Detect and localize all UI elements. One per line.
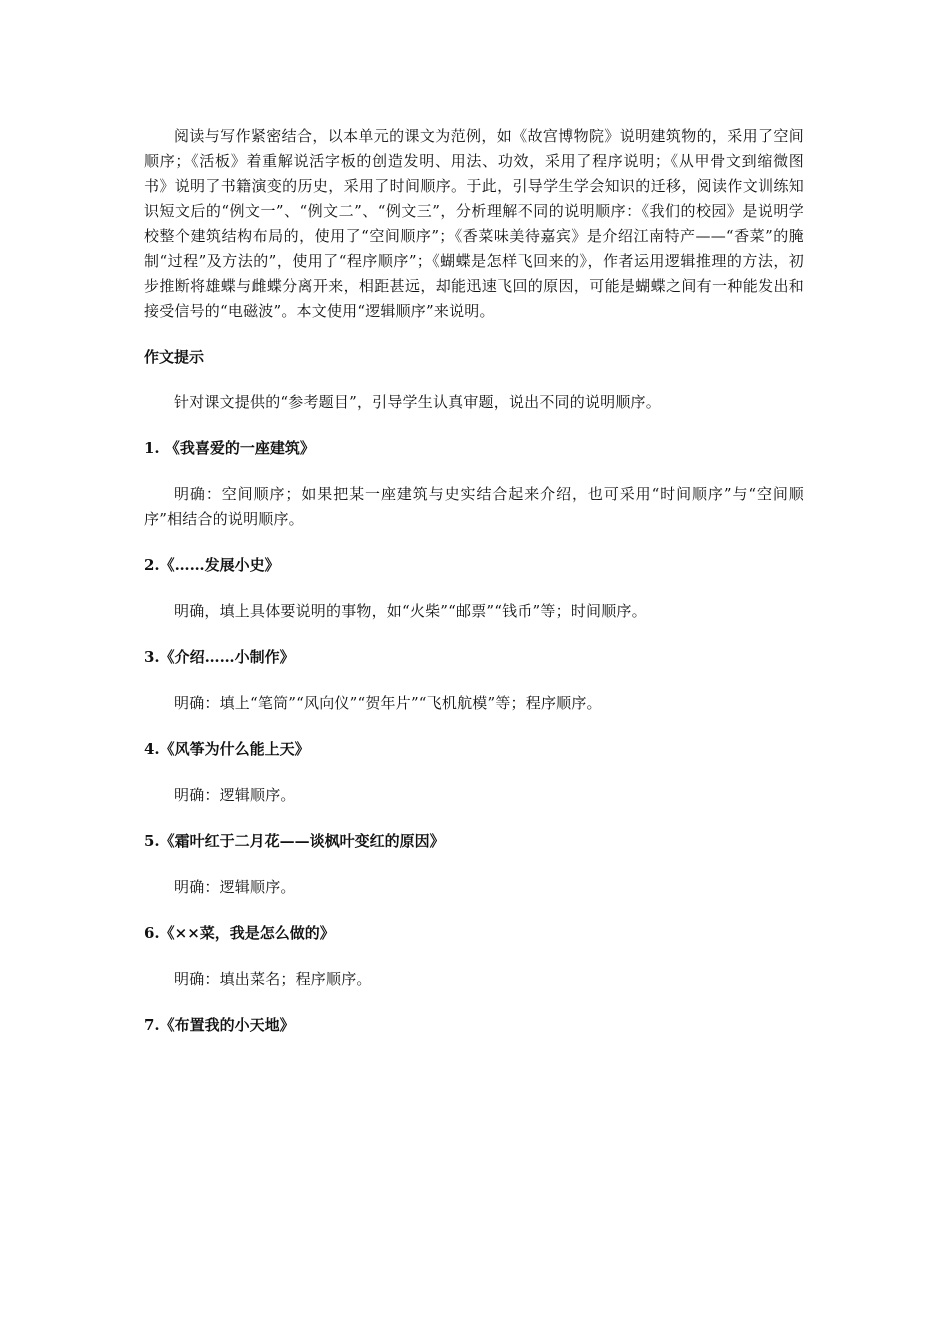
intro-paragraph: 阅读与写作紧密结合，以本单元的课文为范例，如《故宫博物院》说明建筑物的，采用了空间顺序；《活板》着重解说活字板的创造发明、用法、功效，采用了程序说明；《从甲骨文到缩微图书》说明了书籍演变的历史，采用了时间顺序。于此，引导学生学会知识的迁移，阅读作文训练知识短文后的“例文一”、“例文二”、“例文三”，分析理解不同的说明顺序：《我们的校园》是说明学校整个建筑结构布局的，使用了“空间顺序”；《香菜味美待嘉宾》是介绍江南特产——“香菜”的腌制“过程”及方法的”，使用了“程序顺序”；《蝴蝶是怎样飞回来的》，作者运用逻辑推理的方法，初步推断将雄蝶与雌蝶分离开来，相距甚远，却能迅速飞回的原因，可能是蝴蝶之间有一种能发出和接受信号的“电磁波”。本文使用“逻辑顺序”来说明。 xyxy=(144,127,804,320)
section-title: 作文提示 xyxy=(144,348,205,366)
item-note-1: 明确：空间顺序；如果把某一座建筑与史实结合起来介绍，也可采用“时间顺序”与“空间顺序”相结合的说明顺序。 xyxy=(144,485,804,528)
item-note-3: 明确：填上“笔筒”“风向仪”“贺年片”“飞机航模”等；程序顺序。 xyxy=(174,694,602,712)
item-title-7: 7.《布置我的小天地》 xyxy=(144,1016,295,1034)
item-title-1: 1. 《我喜爱的一座建筑》 xyxy=(144,439,315,457)
item-note-2: 明确，填上具体要说明的事物，如“火柴”“邮票”“钱币”等；时间顺序。 xyxy=(174,602,647,620)
item-note-4: 明确：逻辑顺序。 xyxy=(174,786,296,804)
item-title-4: 4.《风筝为什么能上天》 xyxy=(144,740,310,758)
item-note-5: 明确：逻辑顺序。 xyxy=(174,878,296,896)
document-body xyxy=(144,124,804,1038)
item-title-2: 2.《……发展小史》 xyxy=(144,556,280,574)
item-title-6: 6.《××菜，我是怎么做的》 xyxy=(144,924,335,942)
section-intro: 针对课文提供的“参考题目”，引导学生认真审题，说出不同的说明顺序。 xyxy=(174,393,661,411)
item-note-6: 明确：填出菜名；程序顺序。 xyxy=(174,970,372,988)
item-title-5: 5.《霜叶红于二月花——谈枫叶变红的原因》 xyxy=(144,832,445,850)
item-title-3: 3.《介绍……小制作》 xyxy=(144,648,295,666)
